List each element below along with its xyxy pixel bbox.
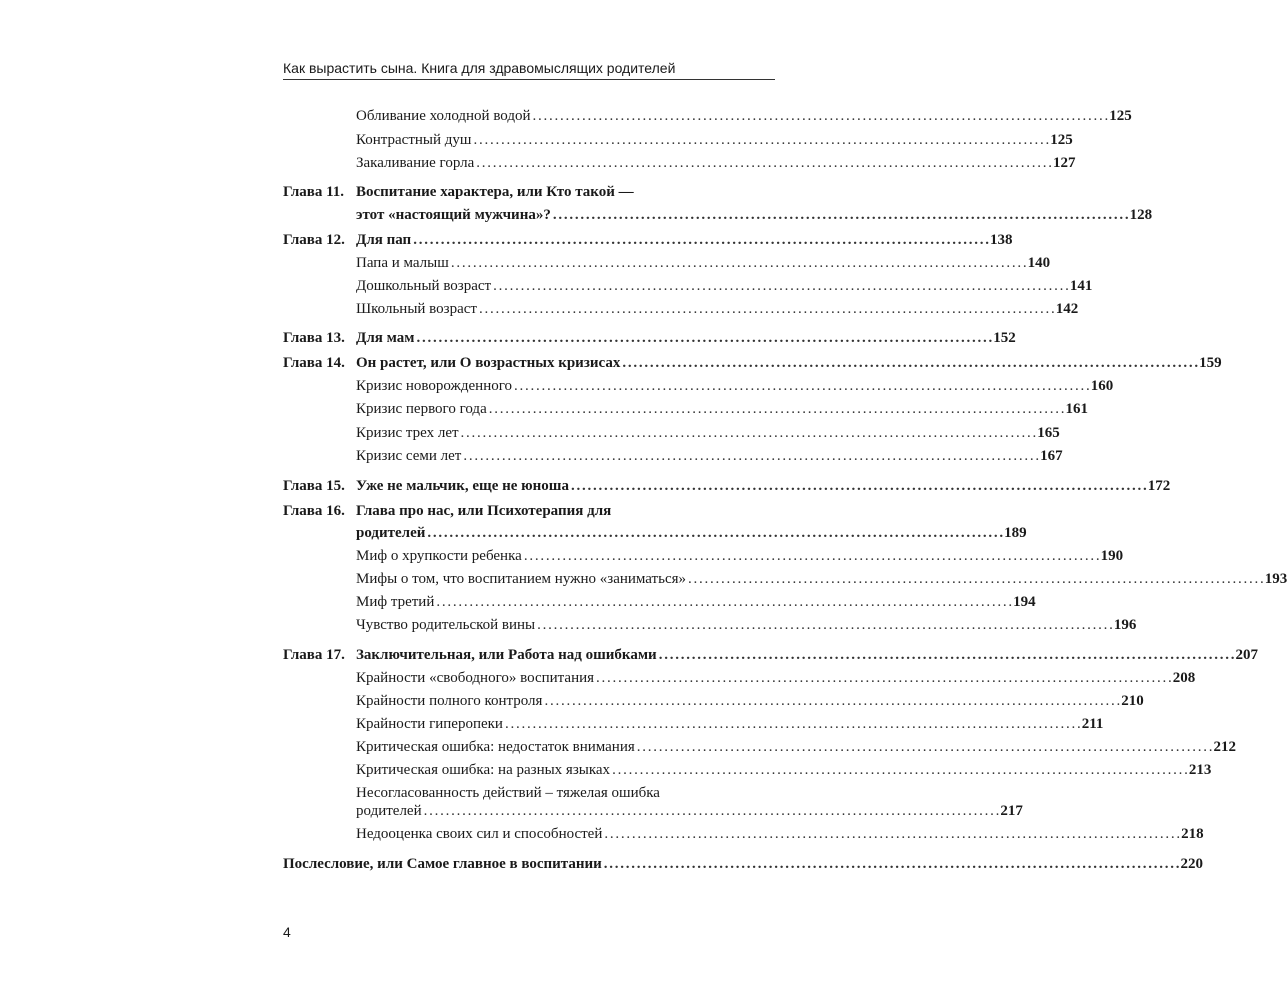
toc-entry-page: 196 bbox=[1113, 617, 1137, 633]
toc-entry-page: 190 bbox=[1100, 548, 1124, 564]
toc-entry[interactable] bbox=[283, 398, 1088, 420]
toc-entry-title: этот «настоящий мужчина»? bbox=[356, 207, 551, 223]
toc-entry-title: Кризис новорожденного bbox=[356, 378, 513, 394]
toc-chapter-11[interactable] bbox=[283, 181, 775, 203]
toc-chapter-14[interactable] bbox=[283, 352, 1222, 374]
toc-entry-page: 208 bbox=[1172, 670, 1196, 686]
toc-entry-page: 161 bbox=[1065, 401, 1088, 417]
toc-entry-title: Критическая ошибка: недостаток внимания bbox=[356, 739, 635, 755]
toc-entry-title: Крайности «свободного» воспитания bbox=[356, 670, 595, 686]
toc-entry-title: Миф третий bbox=[356, 594, 435, 610]
toc-entry-title: Критическая ошибка: на разных языках bbox=[356, 762, 611, 778]
toc-entry[interactable] bbox=[283, 252, 1051, 274]
toc-entry-page: 142 bbox=[1055, 301, 1079, 317]
toc-entry[interactable] bbox=[283, 736, 1237, 758]
toc-entry-page: 193 bbox=[1264, 571, 1287, 587]
toc-entry-title: родителей bbox=[356, 525, 426, 541]
toc-entry-title: Несогласованность действий – тяжелая ошибка bbox=[356, 785, 660, 801]
toc-chapter-13[interactable] bbox=[283, 327, 1016, 349]
chapter-label: Глава 11. bbox=[283, 184, 345, 200]
toc-entry-title: Для пап bbox=[356, 232, 412, 248]
chapter-label: Глава 14. bbox=[283, 355, 345, 371]
toc-entry[interactable] bbox=[283, 545, 1124, 567]
toc-chapter-12[interactable] bbox=[283, 229, 1013, 251]
chapter-label: Глава 16. bbox=[283, 503, 345, 519]
toc-entry-page: 194 bbox=[1013, 594, 1036, 610]
table-of-contents bbox=[283, 0, 1287, 1000]
page-number: 4 bbox=[283, 924, 291, 940]
toc-entry-page: 213 bbox=[1188, 762, 1212, 778]
toc-entry-page: 167 bbox=[1040, 448, 1063, 464]
toc-entry-page: 207 bbox=[1235, 647, 1258, 663]
toc-entry-title: Миф о хрупкости ребенка bbox=[356, 548, 522, 564]
toc-entry[interactable] bbox=[283, 823, 1204, 845]
toc-entry-title: Школьный возраст bbox=[356, 301, 477, 317]
toc-chapter-16-cont[interactable] bbox=[283, 522, 1027, 544]
toc-entry-page: 212 bbox=[1213, 739, 1237, 755]
toc-entry-page: 141 bbox=[1069, 278, 1093, 294]
toc-entry-page: 138 bbox=[989, 232, 1013, 248]
toc-afterword[interactable] bbox=[283, 853, 1204, 875]
toc-entry[interactable] bbox=[283, 690, 1144, 712]
toc-entry-page: 125 bbox=[1050, 132, 1073, 148]
chapter-label: Глава 15. bbox=[283, 478, 345, 494]
toc-entry-title: Контрастный душ bbox=[356, 132, 472, 148]
toc-entry-page: 189 bbox=[1004, 525, 1027, 541]
chapter-label: Глава 13. bbox=[283, 330, 345, 346]
toc-entry-title: Послесловие, или Самое главное в воспитании bbox=[283, 856, 602, 872]
toc-entry-title: родителей bbox=[356, 803, 422, 819]
toc-entry-page: 125 bbox=[1109, 108, 1132, 124]
toc-entry-title: Кризис трех лет bbox=[356, 425, 459, 441]
toc-chapter-11-cont[interactable] bbox=[283, 204, 1153, 226]
toc-entry-page: 211 bbox=[1081, 716, 1104, 732]
toc-entry-page: 172 bbox=[1147, 478, 1171, 494]
toc-entry-title: Он растет, или О возрастных кризисах bbox=[356, 355, 621, 371]
toc-entry[interactable] bbox=[283, 568, 1287, 590]
chapter-label: Глава 12. bbox=[283, 232, 345, 248]
toc-entry[interactable] bbox=[283, 275, 1093, 297]
toc-entry-title: Крайности полного контроля bbox=[356, 693, 543, 709]
toc-entry-title: Заключительная, или Работа над ошибками bbox=[356, 647, 657, 663]
toc-entry-page: 128 bbox=[1129, 207, 1153, 223]
toc-entry-page: 127 bbox=[1053, 155, 1076, 171]
toc-entry-title: Воспитание характера, или Кто такой — bbox=[356, 184, 634, 200]
toc-entry-title: Крайности гиперопеки bbox=[356, 716, 503, 732]
toc-entry[interactable] bbox=[283, 152, 1076, 174]
toc-chapter-17[interactable] bbox=[283, 644, 1258, 666]
toc-entry-title: Закаливание горла bbox=[356, 155, 475, 171]
toc-entry-page: 210 bbox=[1121, 693, 1144, 709]
toc-chapter-15[interactable] bbox=[283, 475, 1171, 497]
toc-entry-title: Глава про нас, или Психотерапия для bbox=[356, 503, 612, 519]
toc-entry[interactable] bbox=[283, 129, 1073, 151]
toc-entry-title: Кризис первого года bbox=[356, 401, 487, 417]
toc-entry[interactable] bbox=[283, 422, 1060, 444]
toc-entry-page: 140 bbox=[1027, 255, 1051, 271]
toc-entry[interactable] bbox=[283, 713, 1104, 735]
toc-entry-title: Уже не мальчик, еще не юноша bbox=[356, 478, 569, 494]
toc-entry[interactable] bbox=[283, 667, 1196, 689]
toc-entry-title: Дошкольный возраст bbox=[356, 278, 492, 294]
toc-entry-page: 165 bbox=[1037, 425, 1060, 441]
toc-entry[interactable] bbox=[283, 105, 1132, 127]
toc-entry-title: Для мам bbox=[356, 330, 415, 346]
toc-entry-page: 220 bbox=[1180, 856, 1204, 872]
toc-entry[interactable] bbox=[283, 445, 1063, 467]
toc-entry-title: Недооценка своих сил и способностей bbox=[356, 826, 603, 842]
toc-entry-title: Обливание холодной водой bbox=[356, 108, 531, 124]
chapter-label: Глава 17. bbox=[283, 647, 345, 663]
toc-entry[interactable] bbox=[283, 614, 1137, 636]
toc-entry[interactable] bbox=[283, 375, 1114, 397]
toc-entry-title: Мифы о том, что воспитанием нужно «заниматься» bbox=[356, 571, 687, 587]
toc-entry[interactable] bbox=[283, 759, 1212, 781]
toc-entry-title: Кризис семи лет bbox=[356, 448, 462, 464]
toc-entry-page: 217 bbox=[1000, 803, 1023, 819]
toc-entry-page: 160 bbox=[1090, 378, 1114, 394]
toc-entry-cont[interactable] bbox=[283, 800, 1023, 822]
toc-entry[interactable] bbox=[283, 298, 1079, 320]
toc-chapter-16[interactable] bbox=[283, 500, 775, 522]
toc-entry-page: 218 bbox=[1181, 826, 1204, 842]
toc-entry-title: Папа и малыш bbox=[356, 255, 449, 271]
toc-entry[interactable] bbox=[283, 591, 1036, 613]
toc-entry-title: Чувство родительской вины bbox=[356, 617, 536, 633]
toc-entry-page: 152 bbox=[993, 330, 1016, 346]
toc-entry-page: 159 bbox=[1199, 355, 1222, 371]
running-header: Как вырастить сына. Книга для здравомыслящих родителей bbox=[283, 57, 775, 80]
